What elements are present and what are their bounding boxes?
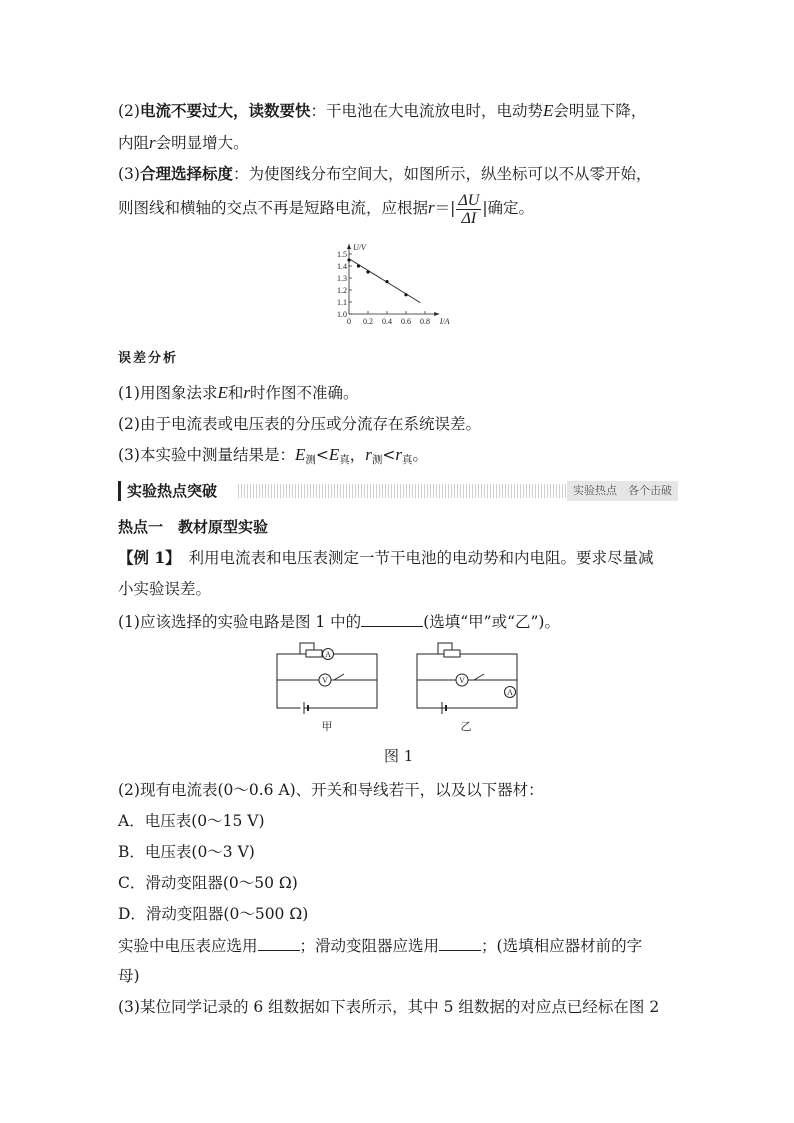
banner-tag: 实验热点 各个击破 [567, 481, 678, 501]
data-point [357, 264, 360, 267]
voltmeter-left-label: V [322, 676, 328, 685]
error-1: (1)用图象法求E和r时作图不准确。 [118, 383, 359, 402]
figure-1-caption: 图 1 [384, 747, 414, 765]
ammeter-left-label: A [325, 650, 331, 659]
error-2: (2)由于电流表或电压表的分压或分流存在系统误差。 [118, 415, 481, 433]
question-2-fill: 实验中电压表应选用 ；滑动变阻器应选用 ；(选填相应器材前的字 [118, 934, 642, 957]
x-axis-label: I/A [439, 317, 450, 326]
data-point [404, 293, 407, 296]
voltmeter-right-label: V [459, 676, 465, 685]
question-1: (1)应该选择的实验电路是图 1 中的 (选填“甲”或“乙”)。 [118, 610, 560, 633]
data-point [366, 270, 369, 273]
para-3-line1: (3)合理选择标度：为使图线分布空间大，如图所示，纵坐标可以不从零开始， [118, 164, 652, 183]
circuit-right [417, 643, 517, 714]
y-axis-label: U/V [353, 243, 366, 252]
question-2-fill-cont: 母) [118, 967, 140, 985]
ammeter-right-label: A [507, 688, 513, 697]
x-tick-label: 0.4 [382, 317, 392, 326]
y-tick-label: 1.1 [337, 298, 347, 307]
para-2-line1: (2)电流不要过大，读数要快：干电池在大电流放电时，电动势E会明显下降， [118, 101, 647, 120]
data-point [347, 258, 350, 261]
section-banner [118, 481, 678, 501]
data-point [385, 280, 388, 283]
option-a: A．电压表(0～15 V) [118, 812, 265, 830]
answer-blank-1[interactable] [361, 610, 423, 627]
y-tick-label: 1.5 [337, 250, 347, 259]
question-2: (2)现有电流表(0～0.6 A)、开关和导线若干，以及以下器材： [118, 781, 544, 799]
example-1-line2: 小实验误差。 [118, 580, 212, 598]
para-3-line2: 则图线和横轴的交点不再是短路电流，应根据r＝| $\frac{\Delta U}{\Delta I}$ |确定。 [118, 191, 535, 227]
circuit-left-label: 甲 [321, 721, 333, 733]
banner-hatch [238, 484, 568, 498]
question-3: (3)某位同学记录的 6 组数据如下表所示，其中 5 组数据的对应点已经标在图 2 [118, 998, 660, 1016]
hotspot-1-heading: 热点一 教材原型实验 [118, 518, 269, 536]
y-tick-label: 1.0 [337, 310, 347, 319]
banner-title: 实验热点突破 [118, 481, 225, 501]
y-tick-label: 1.2 [337, 286, 347, 295]
option-b: B．电压表(0～3 V) [118, 843, 255, 861]
example-1-line1: 【例 1】 利用电流表和电压表测定一节干电池的电动势和内电阻。要求尽量减 [118, 548, 654, 567]
y-tick-label: 1.3 [337, 274, 347, 283]
option-d: D．滑动变阻器(0～500 Ω) [118, 905, 309, 923]
x-axis-arrow [434, 312, 439, 316]
option-c: C．滑动变阻器(0～50 Ω) [118, 874, 298, 892]
x-tick-label: 0.2 [363, 317, 373, 326]
delta-u-over-delta-i: $\frac{\Delta U}{\Delta I}$ [458, 191, 480, 227]
error-3: (3)本实验中测量结果是：$E_测<E_真$，$r_测<r_真$。 [118, 445, 429, 466]
y-tick-label: 1.4 [337, 262, 347, 271]
answer-blank-rheostat[interactable] [439, 934, 481, 951]
circuit-diagrams [270, 636, 530, 736]
x-tick-label: 0.8 [420, 317, 430, 326]
para-2-line2: 内阻r会明显增大。 [118, 133, 249, 152]
x-tick-label: 0.6 [401, 317, 411, 326]
x-tick-label: 0 [347, 317, 351, 326]
u-i-graph [325, 240, 465, 330]
error-analysis-header: 误差分析 [118, 351, 179, 366]
answer-blank-voltmeter[interactable] [258, 934, 300, 951]
y-axis-arrow [347, 244, 351, 249]
circuit-right-label: 乙 [460, 721, 472, 733]
